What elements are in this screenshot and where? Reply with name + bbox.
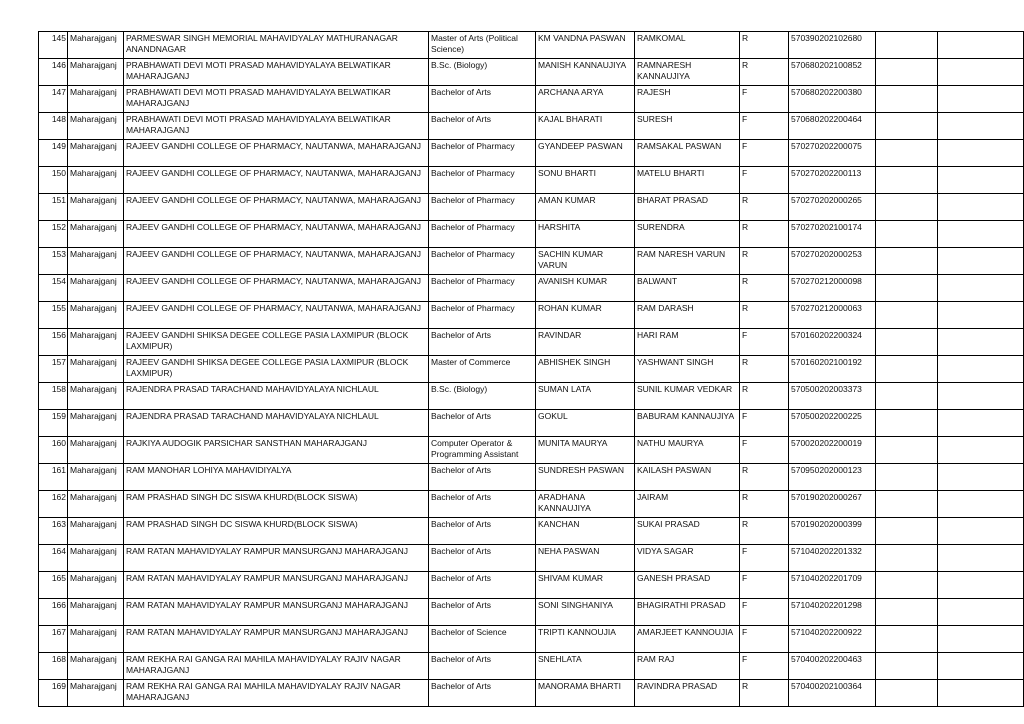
- father-name-cell: RAM RAJ: [635, 653, 740, 680]
- empty-cell: [876, 383, 938, 410]
- registration-number-cell: 570270202200075: [789, 140, 876, 167]
- course-cell: Bachelor of Pharmacy: [429, 302, 536, 329]
- empty-cell: [876, 248, 938, 275]
- table-row: [39, 194, 1024, 221]
- course-cell: Bachelor of Science: [429, 626, 536, 653]
- father-name-cell: SURESH: [635, 113, 740, 140]
- district-cell: Maharajganj: [68, 572, 124, 599]
- course-cell: Bachelor of Pharmacy: [429, 221, 536, 248]
- serial-number-cell: 158: [39, 383, 68, 410]
- student-name-cell: GYANDEEP PASWAN: [536, 140, 635, 167]
- student-table: [38, 31, 1024, 707]
- empty-cell: [938, 32, 1024, 59]
- empty-cell: [876, 599, 938, 626]
- district-cell: Maharajganj: [68, 518, 124, 545]
- serial-number-cell: 154: [39, 275, 68, 302]
- empty-cell: [876, 167, 938, 194]
- college-name-cell: RAJEEV GANDHI COLLEGE OF PHARMACY, NAUTANWA, MAHARAJGANJ: [124, 140, 429, 167]
- table-row: [39, 626, 1024, 653]
- serial-number-cell: 156: [39, 329, 68, 356]
- college-name-cell: PRABHAWATI DEVI MOTI PRASAD MAHAVIDYALAYA BELWATIKAR MAHARAJGANJ: [124, 113, 429, 140]
- empty-cell: [938, 86, 1024, 113]
- student-name-cell: SHIVAM KUMAR: [536, 572, 635, 599]
- district-cell: Maharajganj: [68, 86, 124, 113]
- district-cell: Maharajganj: [68, 167, 124, 194]
- empty-cell: [938, 113, 1024, 140]
- college-name-cell: RAM MANOHAR LOHIYA MAHAVIDIYALYA: [124, 464, 429, 491]
- status-code-cell: F: [740, 437, 789, 464]
- district-cell: Maharajganj: [68, 491, 124, 518]
- college-name-cell: PRABHAWATI DEVI MOTI PRASAD MAHAVIDYALAYA BELWATIKAR MAHARAJGANJ: [124, 59, 429, 86]
- student-name-cell: SACHIN KUMAR VARUN: [536, 248, 635, 275]
- college-name-cell: PRABHAWATI DEVI MOTI PRASAD MAHAVIDYALAYA BELWATIKAR MAHARAJGANJ: [124, 86, 429, 113]
- status-code-cell: R: [740, 32, 789, 59]
- student-name-cell: RAVINDAR: [536, 329, 635, 356]
- student-name-cell: SONI SINGHANIYA: [536, 599, 635, 626]
- district-cell: Maharajganj: [68, 113, 124, 140]
- status-code-cell: F: [740, 545, 789, 572]
- father-name-cell: BALWANT: [635, 275, 740, 302]
- father-name-cell: RAM DARASH: [635, 302, 740, 329]
- registration-number-cell: 570400202200463: [789, 653, 876, 680]
- father-name-cell: BABURAM KANNAUJIYA: [635, 410, 740, 437]
- student-name-cell: MUNITA MAURYA: [536, 437, 635, 464]
- college-name-cell: RAJEEV GANDHI COLLEGE OF PHARMACY, NAUTANWA, MAHARAJGANJ: [124, 275, 429, 302]
- status-code-cell: R: [740, 248, 789, 275]
- empty-cell: [938, 464, 1024, 491]
- district-cell: Maharajganj: [68, 464, 124, 491]
- empty-cell: [938, 194, 1024, 221]
- empty-cell: [876, 680, 938, 707]
- table-row: [39, 383, 1024, 410]
- status-code-cell: R: [740, 464, 789, 491]
- status-code-cell: R: [740, 221, 789, 248]
- table-body: [39, 32, 1024, 707]
- college-name-cell: RAJEEV GANDHI COLLEGE OF PHARMACY, NAUTANWA, MAHARAJGANJ: [124, 167, 429, 194]
- course-cell: Bachelor of Arts: [429, 680, 536, 707]
- registration-number-cell: 570390202102680: [789, 32, 876, 59]
- empty-cell: [876, 626, 938, 653]
- father-name-cell: HARI RAM: [635, 329, 740, 356]
- empty-cell: [876, 302, 938, 329]
- course-cell: Bachelor of Pharmacy: [429, 275, 536, 302]
- table-row: [39, 491, 1024, 518]
- registration-number-cell: 571040202201298: [789, 599, 876, 626]
- empty-cell: [938, 383, 1024, 410]
- status-code-cell: F: [740, 626, 789, 653]
- empty-cell: [938, 59, 1024, 86]
- empty-cell: [938, 275, 1024, 302]
- serial-number-cell: 146: [39, 59, 68, 86]
- empty-cell: [938, 356, 1024, 383]
- college-name-cell: RAJEEV GANDHI SHIKSA DEGEE COLLEGE PASIA LAXMIPUR (BLOCK LAXMIPUR): [124, 329, 429, 356]
- empty-cell: [876, 518, 938, 545]
- district-cell: Maharajganj: [68, 383, 124, 410]
- district-cell: Maharajganj: [68, 653, 124, 680]
- table-row: [39, 599, 1024, 626]
- district-cell: Maharajganj: [68, 626, 124, 653]
- father-name-cell: BHARAT PRASAD: [635, 194, 740, 221]
- serial-number-cell: 169: [39, 680, 68, 707]
- father-name-cell: BHAGIRATHI PRASAD: [635, 599, 740, 626]
- status-code-cell: F: [740, 86, 789, 113]
- registration-number-cell: 570020202200019: [789, 437, 876, 464]
- serial-number-cell: 152: [39, 221, 68, 248]
- course-cell: Bachelor of Arts: [429, 113, 536, 140]
- course-cell: Bachelor of Arts: [429, 491, 536, 518]
- college-name-cell: RAM PRASHAD SINGH DC SISWA KHURD(BLOCK SISWA): [124, 518, 429, 545]
- serial-number-cell: 149: [39, 140, 68, 167]
- college-name-cell: RAJEEV GANDHI COLLEGE OF PHARMACY, NAUTANWA, MAHARAJGANJ: [124, 194, 429, 221]
- empty-cell: [876, 545, 938, 572]
- empty-cell: [876, 653, 938, 680]
- college-name-cell: RAM REKHA RAI GANGA RAI MAHILA MAHAVIDYALAY RAJIV NAGAR MAHARAJGANJ: [124, 680, 429, 707]
- course-cell: Computer Operator & Programming Assistant: [429, 437, 536, 464]
- table-row: [39, 32, 1024, 59]
- registration-number-cell: 570950202000123: [789, 464, 876, 491]
- student-name-cell: KM VANDNA PASWAN: [536, 32, 635, 59]
- empty-cell: [938, 167, 1024, 194]
- status-code-cell: R: [740, 491, 789, 518]
- empty-cell: [938, 599, 1024, 626]
- course-cell: Bachelor of Pharmacy: [429, 140, 536, 167]
- serial-number-cell: 145: [39, 32, 68, 59]
- district-cell: Maharajganj: [68, 140, 124, 167]
- course-cell: Bachelor of Arts: [429, 518, 536, 545]
- table-row: [39, 140, 1024, 167]
- student-name-cell: AVANISH KUMAR: [536, 275, 635, 302]
- district-cell: Maharajganj: [68, 329, 124, 356]
- table-row: [39, 59, 1024, 86]
- student-name-cell: SONU BHARTI: [536, 167, 635, 194]
- registration-number-cell: 571040202200922: [789, 626, 876, 653]
- father-name-cell: JAIRAM: [635, 491, 740, 518]
- father-name-cell: SURENDRA: [635, 221, 740, 248]
- student-name-cell: SUNDRESH PASWAN: [536, 464, 635, 491]
- registration-number-cell: 570270212000063: [789, 302, 876, 329]
- serial-number-cell: 164: [39, 545, 68, 572]
- college-name-cell: RAM REKHA RAI GANGA RAI MAHILA MAHAVIDYALAY RAJIV NAGAR MAHARAJGANJ: [124, 653, 429, 680]
- father-name-cell: NATHU MAURYA: [635, 437, 740, 464]
- empty-cell: [938, 437, 1024, 464]
- student-name-cell: GOKUL: [536, 410, 635, 437]
- course-cell: Bachelor of Pharmacy: [429, 194, 536, 221]
- student-name-cell: SNEHLATA: [536, 653, 635, 680]
- college-name-cell: RAM RATAN MAHAVIDYALAY RAMPUR MANSURGANJ MAHARAJGANJ: [124, 626, 429, 653]
- status-code-cell: F: [740, 599, 789, 626]
- college-name-cell: RAJEEV GANDHI COLLEGE OF PHARMACY, NAUTANWA, MAHARAJGANJ: [124, 302, 429, 329]
- serial-number-cell: 168: [39, 653, 68, 680]
- course-cell: Bachelor of Arts: [429, 572, 536, 599]
- college-name-cell: RAM PRASHAD SINGH DC SISWA KHURD(BLOCK SISWA): [124, 491, 429, 518]
- college-name-cell: RAJEEV GANDHI COLLEGE OF PHARMACY, NAUTANWA, MAHARAJGANJ: [124, 248, 429, 275]
- table-row: [39, 302, 1024, 329]
- status-code-cell: R: [740, 356, 789, 383]
- district-cell: Maharajganj: [68, 194, 124, 221]
- student-name-cell: MANORAMA BHARTI: [536, 680, 635, 707]
- table-row: [39, 518, 1024, 545]
- empty-cell: [876, 32, 938, 59]
- course-cell: Bachelor of Pharmacy: [429, 248, 536, 275]
- college-name-cell: RAJEEV GANDHI SHIKSA DEGEE COLLEGE PASIA LAXMIPUR (BLOCK LAXMIPUR): [124, 356, 429, 383]
- district-cell: Maharajganj: [68, 410, 124, 437]
- empty-cell: [876, 275, 938, 302]
- father-name-cell: MATELU BHARTI: [635, 167, 740, 194]
- empty-cell: [876, 221, 938, 248]
- serial-number-cell: 161: [39, 464, 68, 491]
- registration-number-cell: 570400202100364: [789, 680, 876, 707]
- college-name-cell: RAM RATAN MAHAVIDYALAY RAMPUR MANSURGANJ MAHARAJGANJ: [124, 572, 429, 599]
- college-name-cell: RAM RATAN MAHAVIDYALAY RAMPUR MANSURGANJ MAHARAJGANJ: [124, 545, 429, 572]
- course-cell: B.Sc. (Biology): [429, 59, 536, 86]
- father-name-cell: VIDYA SAGAR: [635, 545, 740, 572]
- status-code-cell: R: [740, 383, 789, 410]
- district-cell: Maharajganj: [68, 599, 124, 626]
- empty-cell: [938, 248, 1024, 275]
- district-cell: Maharajganj: [68, 302, 124, 329]
- registration-number-cell: 570270202100174: [789, 221, 876, 248]
- course-cell: Bachelor of Arts: [429, 653, 536, 680]
- course-cell: Master of Arts (Political Science): [429, 32, 536, 59]
- table-row: [39, 86, 1024, 113]
- college-name-cell: RAM RATAN MAHAVIDYALAY RAMPUR MANSURGANJ MAHARAJGANJ: [124, 599, 429, 626]
- district-cell: Maharajganj: [68, 437, 124, 464]
- serial-number-cell: 167: [39, 626, 68, 653]
- course-cell: Master of Commerce: [429, 356, 536, 383]
- serial-number-cell: 150: [39, 167, 68, 194]
- table-row: [39, 653, 1024, 680]
- table-row: [39, 545, 1024, 572]
- course-cell: B.Sc. (Biology): [429, 383, 536, 410]
- table-row: [39, 356, 1024, 383]
- college-name-cell: RAJKIYA AUDOGIK PARSICHAR SANSTHAN MAHARAJGANJ: [124, 437, 429, 464]
- district-cell: Maharajganj: [68, 59, 124, 86]
- father-name-cell: KAILASH PASWAN: [635, 464, 740, 491]
- empty-cell: [876, 86, 938, 113]
- status-code-cell: R: [740, 194, 789, 221]
- serial-number-cell: 155: [39, 302, 68, 329]
- father-name-cell: GANESH PRASAD: [635, 572, 740, 599]
- student-name-cell: ARADHANA KANNAUJIYA: [536, 491, 635, 518]
- empty-cell: [876, 113, 938, 140]
- student-name-cell: ABHISHEK SINGH: [536, 356, 635, 383]
- registration-number-cell: 570270202000265: [789, 194, 876, 221]
- course-cell: Bachelor of Arts: [429, 599, 536, 626]
- status-code-cell: R: [740, 518, 789, 545]
- father-name-cell: RAJESH: [635, 86, 740, 113]
- district-cell: Maharajganj: [68, 275, 124, 302]
- registration-number-cell: 570500202200225: [789, 410, 876, 437]
- status-code-cell: R: [740, 680, 789, 707]
- registration-number-cell: 570680202100852: [789, 59, 876, 86]
- empty-cell: [938, 572, 1024, 599]
- father-name-cell: YASHWANT SINGH: [635, 356, 740, 383]
- father-name-cell: RAM NARESH VARUN: [635, 248, 740, 275]
- empty-cell: [938, 140, 1024, 167]
- registration-number-cell: 570270202200113: [789, 167, 876, 194]
- empty-cell: [938, 221, 1024, 248]
- serial-number-cell: 157: [39, 356, 68, 383]
- registration-number-cell: 570160202200324: [789, 329, 876, 356]
- course-cell: Bachelor of Arts: [429, 464, 536, 491]
- status-code-cell: F: [740, 653, 789, 680]
- course-cell: Bachelor of Arts: [429, 86, 536, 113]
- registration-number-cell: 570160202100192: [789, 356, 876, 383]
- status-code-cell: R: [740, 302, 789, 329]
- empty-cell: [876, 410, 938, 437]
- empty-cell: [938, 302, 1024, 329]
- college-name-cell: RAJENDRA PRASAD TARACHAND MAHAVIDYALAYA NICHLAUL: [124, 383, 429, 410]
- empty-cell: [938, 518, 1024, 545]
- father-name-cell: SUNIL KUMAR VEDKAR: [635, 383, 740, 410]
- registration-number-cell: 570190202000399: [789, 518, 876, 545]
- empty-cell: [876, 59, 938, 86]
- serial-number-cell: 166: [39, 599, 68, 626]
- serial-number-cell: 148: [39, 113, 68, 140]
- table-row: [39, 572, 1024, 599]
- serial-number-cell: 147: [39, 86, 68, 113]
- status-code-cell: F: [740, 410, 789, 437]
- student-name-cell: AMAN KUMAR: [536, 194, 635, 221]
- course-cell: Bachelor of Pharmacy: [429, 167, 536, 194]
- empty-cell: [938, 680, 1024, 707]
- status-code-cell: R: [740, 59, 789, 86]
- table-row: [39, 464, 1024, 491]
- empty-cell: [938, 491, 1024, 518]
- student-name-cell: HARSHITA: [536, 221, 635, 248]
- father-name-cell: RAMSAKAL PASWAN: [635, 140, 740, 167]
- registration-number-cell: 570680202200464: [789, 113, 876, 140]
- serial-number-cell: 151: [39, 194, 68, 221]
- course-cell: Bachelor of Arts: [429, 545, 536, 572]
- serial-number-cell: 162: [39, 491, 68, 518]
- status-code-cell: F: [740, 329, 789, 356]
- empty-cell: [876, 356, 938, 383]
- empty-cell: [876, 329, 938, 356]
- empty-cell: [876, 437, 938, 464]
- empty-cell: [938, 410, 1024, 437]
- serial-number-cell: 160: [39, 437, 68, 464]
- student-name-cell: MANISH KANNAUJIYA: [536, 59, 635, 86]
- district-cell: Maharajganj: [68, 221, 124, 248]
- table-row: [39, 167, 1024, 194]
- student-name-cell: SUMAN LATA: [536, 383, 635, 410]
- registration-number-cell: 571040202201709: [789, 572, 876, 599]
- status-code-cell: F: [740, 167, 789, 194]
- father-name-cell: SUKAI PRASAD: [635, 518, 740, 545]
- status-code-cell: F: [740, 113, 789, 140]
- serial-number-cell: 159: [39, 410, 68, 437]
- father-name-cell: RAMNARESH KANNAUJIYA: [635, 59, 740, 86]
- table-row: [39, 248, 1024, 275]
- empty-cell: [938, 545, 1024, 572]
- registration-number-cell: 571040202201332: [789, 545, 876, 572]
- empty-cell: [876, 464, 938, 491]
- empty-cell: [876, 194, 938, 221]
- registration-number-cell: 570500202003373: [789, 383, 876, 410]
- student-name-cell: ROHAN KUMAR: [536, 302, 635, 329]
- serial-number-cell: 153: [39, 248, 68, 275]
- table-row: [39, 329, 1024, 356]
- scholarship-list-sheet: [38, 31, 1024, 707]
- student-name-cell: KANCHAN: [536, 518, 635, 545]
- father-name-cell: AMARJEET KANNOUJIA: [635, 626, 740, 653]
- registration-number-cell: 570680202200380: [789, 86, 876, 113]
- district-cell: Maharajganj: [68, 356, 124, 383]
- table-row: [39, 275, 1024, 302]
- empty-cell: [938, 626, 1024, 653]
- college-name-cell: RAJEEV GANDHI COLLEGE OF PHARMACY, NAUTANWA, MAHARAJGANJ: [124, 221, 429, 248]
- empty-cell: [876, 140, 938, 167]
- course-cell: Bachelor of Arts: [429, 410, 536, 437]
- student-name-cell: TRIPTI KANNOUJIA: [536, 626, 635, 653]
- college-name-cell: PARMESWAR SINGH MEMORIAL MAHAVIDYALAY MATHURANAGAR ANANDNAGAR: [124, 32, 429, 59]
- empty-cell: [938, 329, 1024, 356]
- registration-number-cell: 570270212000098: [789, 275, 876, 302]
- district-cell: Maharajganj: [68, 680, 124, 707]
- empty-cell: [876, 491, 938, 518]
- father-name-cell: RAVINDRA PRASAD: [635, 680, 740, 707]
- table-row: [39, 680, 1024, 707]
- serial-number-cell: 163: [39, 518, 68, 545]
- status-code-cell: F: [740, 572, 789, 599]
- table-row: [39, 410, 1024, 437]
- course-cell: Bachelor of Arts: [429, 329, 536, 356]
- empty-cell: [876, 572, 938, 599]
- status-code-cell: R: [740, 275, 789, 302]
- table-row: [39, 437, 1024, 464]
- registration-number-cell: 570270202000253: [789, 248, 876, 275]
- district-cell: Maharajganj: [68, 32, 124, 59]
- table-row: [39, 221, 1024, 248]
- student-name-cell: ARCHANA ARYA: [536, 86, 635, 113]
- status-code-cell: F: [740, 140, 789, 167]
- district-cell: Maharajganj: [68, 248, 124, 275]
- table-row: [39, 113, 1024, 140]
- student-name-cell: NEHA PASWAN: [536, 545, 635, 572]
- student-name-cell: KAJAL BHARATI: [536, 113, 635, 140]
- district-cell: Maharajganj: [68, 545, 124, 572]
- serial-number-cell: 165: [39, 572, 68, 599]
- father-name-cell: RAMKOMAL: [635, 32, 740, 59]
- registration-number-cell: 570190202000267: [789, 491, 876, 518]
- empty-cell: [938, 653, 1024, 680]
- college-name-cell: RAJENDRA PRASAD TARACHAND MAHAVIDYALAYA NICHLAUL: [124, 410, 429, 437]
